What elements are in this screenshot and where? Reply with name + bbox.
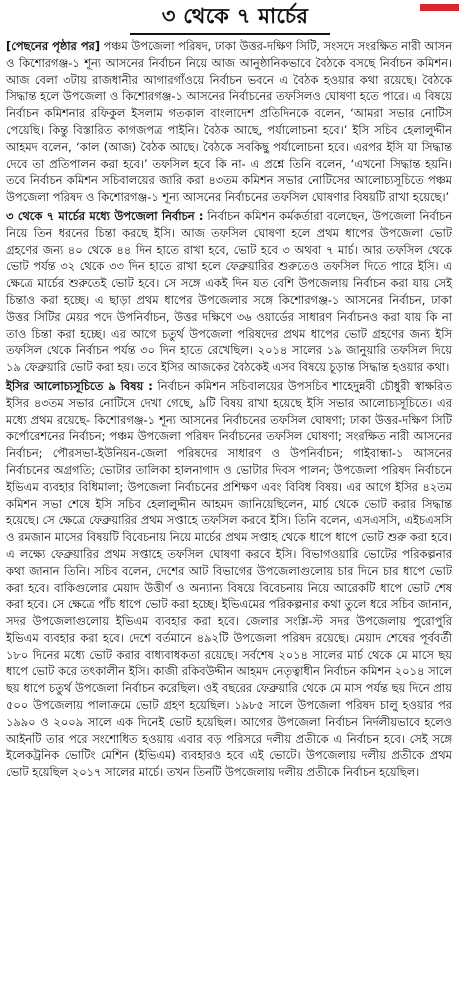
paragraph-intro	[6, 38, 452, 206]
paragraph-agenda	[6, 378, 452, 781]
headline-area	[0, 0, 459, 40]
paragraph-text: পঞ্চম উপজেলা পরিষদ, ঢাকা উত্তর-দক্ষিণ সিটি, সংসদে সংরক্ষিত নারী আসন ও কিশোরগঞ্জ-১ শূন্য আসনের নির্বাচন নিয়ে আজ আনুষ্ঠানিকভাবে বৈঠকে বসছে নির্বাচন কমিশন। আজ বেলা ৩টায় রাজধানীর আগারগাঁওয়ে নির্বাচন ভবনে এ বৈঠক হওয়ার কথা রয়েছে। বৈঠকে সিদ্ধান্ত হলে উপজেলা ও কিশোরগঞ্জ-১ আসনের নির্বাচনের তফসিলও ঘোষণা হতে পারে। এ বিষয়ে নির্বাচন কমিশনার রফিকুল ইসলাম গতকাল বাংলাদেশ প্রতিদিনকে বলেন, ‘আমরা সভার নোটিস পেয়েছি। কিন্তু বিস্তারিত কাগজপত্র পাইনি। বৈঠক আছে, পর্যালোচনা হবে।’ ইসি সচিব হেলালুদ্দীন আহমদ বলেন, ‘কাল (আজ) বৈঠক আছে। বৈঠকে সবকিছু পর্যালোচনা হবে। এরপর ইসি যা সিদ্ধান্ত দেবে তা প্রতিপালন করা হবে।’ তফসিল হবে কি না- এ প্রশ্নে তিনি বলেন, ‘এখনো সিদ্ধান্ত হয়নি। তবে নির্বাচন কমিশন সচিবালয়ের জারি করা ৪৩তম কমিশন সভার নোটিসের আলোচ্যসূচিতে পঞ্চম উপজেলা পরিষদ ও কিশোরগঞ্জ-১ শূন্য আসনের নির্বাচনের তফসিল ঘোষণার বিষয়টি রাখা হয়েছে।’	[6, 39, 452, 205]
headline: ৩ থেকে ৭ মার্চের	[161, 3, 309, 28]
paragraph-text: নির্বাচন কমিশন সচিবালয়ের উপসচিব শাহেদুন্নবী চৌধুরী স্বাক্ষরিত ইসির ৪৩তম সভার নোটিসে দেখা গেছে, ৯টি বিষয় রাখা হয়েছে ইসি সভার আলোচ্যসূচিতে। এর মধ্যে প্রথম রয়েছে- কিশোরগঞ্জ-১ শূন্য আসনের নির্বাচনের তফসিল ঘোষণা; ঢাকা উত্তর-দক্ষিণ সিটি কর্পোরেশনের নির্বাচন; পঞ্চম উপজেলা পরিষদ নির্বাচনের তফসিল ঘোষণা; সংরক্ষিত নারী আসনের নির্বাচন; পৌরসভা-ইউনিয়ন-জেলা পরিষদের সাধারণ ও উপনির্বাচন; গাইবান্ধা-১ আসনের নির্বাচনের অগ্রগতি; ভোটার তালিকা হালনাগাদ ও ভোটার দিবস পালন; উপজেলা পরিষদ নির্বাচনে ইভিএম ব্যবহার বিধিমালা; উপজেলা নির্বাচনের প্রশিক্ষণ এবং বিবিধ বিষয়। এর আগে ইসির ৪২তম কমিশন সভা শেষে ইসি সচিব হেলালুদ্দীন আহমদ জানিয়েছিলেন, মার্চ থেকে ভোট করার সিদ্ধান্ত হয়েছে। সে ক্ষেত্রে ফেব্রুয়ারির প্রথম সপ্তাহে তফসিল করবে ইসি। তিনি বলেন, এসএসসি, এইচএসসি ও রমজান মাসের বিষয়টি বিবেচনায় নিয়ে মার্চের প্রথম সপ্তাহ থেকে ধাপে ধাপে ভোট শুরু করা হবে। এ লক্ষ্যে ফেব্রুয়ারির প্রথম সপ্তাহে তফসিল ঘোষণা করবে ইসি। বিভাগওয়ারি ভোটের পরিকল্পনার কথা জানান তিনি। সচিব বলেন, দেশের আট বিভাগের উপজেলাগুলোয় চার দিনে চার ধাপে ভোট করা হবে। বাকিগুলোর মেয়াদ উত্তীর্ণ ও অন্যান্য বিষয়ে বিবেচনায় নিয়ে আরেকটি ধাপে ভোট শেষ করা হবে। সে ক্ষেত্রে পাঁচ ধাপে ভোট করা হচ্ছে। ইভিএমের পরিকল্পনার কথা তুলে ধরে সচিব জানান, সদর উপজেলাগুলোয় ইভিএম ব্যবহার করা হবে। জেলার সংশ্লি-স্ট সদর উপজেলায় পুরোপুরি ইভিএম ব্যবহার করা হবে। দেশে বর্তমানে ৪৯২টি উপজেলা পরিষদ রয়েছে। মেয়াদ শেষের পূর্ববর্তী ১৮০ দিনের মধ্যে ভোট করার বাধ্যবাধকতা রয়েছে। সর্বশেষ ২০১৪ সালের মার্চ থেকে মে মাসে ছয় ধাপে ভোট করে তৎকালীন ইসি। কাজী রকিবউদ্দীন আহমদ নেতৃত্বাধীন নির্বাচন কমিশন ২০১৪ সালে ছয় ধাপে চতুর্থ উপজেলা নির্বাচন করেছিল। ওই বছরের ফেব্রুয়ারি থেকে মে মাস পর্যন্ত ছয় দিনে প্রায় ৫০০ উপজেলায় পালাক্রমে ভোট গ্রহণ হয়েছিল। ১৯৮৫ সালে উপজেলা পরিষদ চালু হওয়ার পর ১৯৯০ ও ২০০৯ সালে এক দিনেই ভোট হয়েছিল। আগের উপজেলা নির্বাচন নির্দলীয়ভাবে হলেও আইনটি তার পরে সংশোধিত হওয়ায় এবার বড় পরিসরে দলীয় প্রতীকে এ নির্বাচন হবে। সেই সঙ্গে ইলেকট্রনিক ভোটিং মেশিন (ইভিএম) ব্যবহারও হবে এই ভোটে। উপজেলায় দলীয় প্রতীকে প্রথম ভোট হয়েছিল ২০১৭ সালের মার্চে। তখন তিনটি উপজেলায় দলীয় প্রতীকে নির্বাচন হয়েছিল।	[6, 378, 452, 780]
headline-underline	[130, 33, 330, 35]
paragraph-text: নির্বাচন কমিশন কর্মকর্তারা বলেছেন, উপজেলা নির্বাচন নিয়ে তিন ধরনের চিন্তা করছে ইসি। আজ তফসিল ঘোষণা হলে প্রথম ধাপের উপজেলা ভোট গ্রহণের জন্য ৪০ থেকে ৪৪ দিন হাতে রাখা হবে, ভোট হবে ৩ অথবা ৭ মার্চ। আর তফসিল থেকে ভোট পর্যন্ত ৩২ থেকে ৩৩ দিন হাতে রাখা হলে ফেব্রুয়ারির শুরুতেও তফসিল দিতে পারে ইসি। এ ক্ষেত্রে মার্চের শুরুতেই ভোট হবে। সে সঙ্গে একই দিন যত বেশি উপজেলায় নির্বাচন করা যায় সেই চিন্তাও করা হচ্ছে। এ ছাড়া প্রথম ধাপের উপজেলার সঙ্গে কিশোরগঞ্জ-১ আসনের নির্বাচন, ঢাকা উত্তর সিটির মেয়র পদে উপনির্বাচন, উত্তর দক্ষিণে ৩৬ ওয়ার্ডের সাধারণ নির্বাচনও করা যায় কি না তাও চিন্তা করা হচ্ছে। এর আগে চতুর্থ উপজেলা পরিষদের প্রথম ধাপের ভোট গ্রহণের জন্য ইসি তফসিল থেকে নির্বাচন পর্যন্ত ৩০ দিন হাতে রেখেছিল। ২০১৪ সালের ১৯ জানুয়ারি তফসিল দিয়ে ১৯ ফেব্রুয়ারি ভোট করা হয়। তবে ইসির আজকের বৈঠকেই এসব বিষয়ে চূড়ান্ত সিদ্ধান্ত হওয়ার কথা।	[6, 208, 452, 375]
subheading-election-dates: ৩ থেকে ৭ মার্চের মধ্যে উপজেলা নির্বাচন :	[6, 208, 204, 223]
paragraph-election-dates	[6, 208, 452, 376]
article-body	[6, 38, 452, 783]
continuation-note: [পেছনের পৃষ্ঠার পর]	[6, 39, 101, 53]
red-accent-bar	[420, 4, 459, 11]
subheading-agenda: ইসির আলোচ্যসূচিতে ৯ বিষয় :	[6, 378, 153, 393]
